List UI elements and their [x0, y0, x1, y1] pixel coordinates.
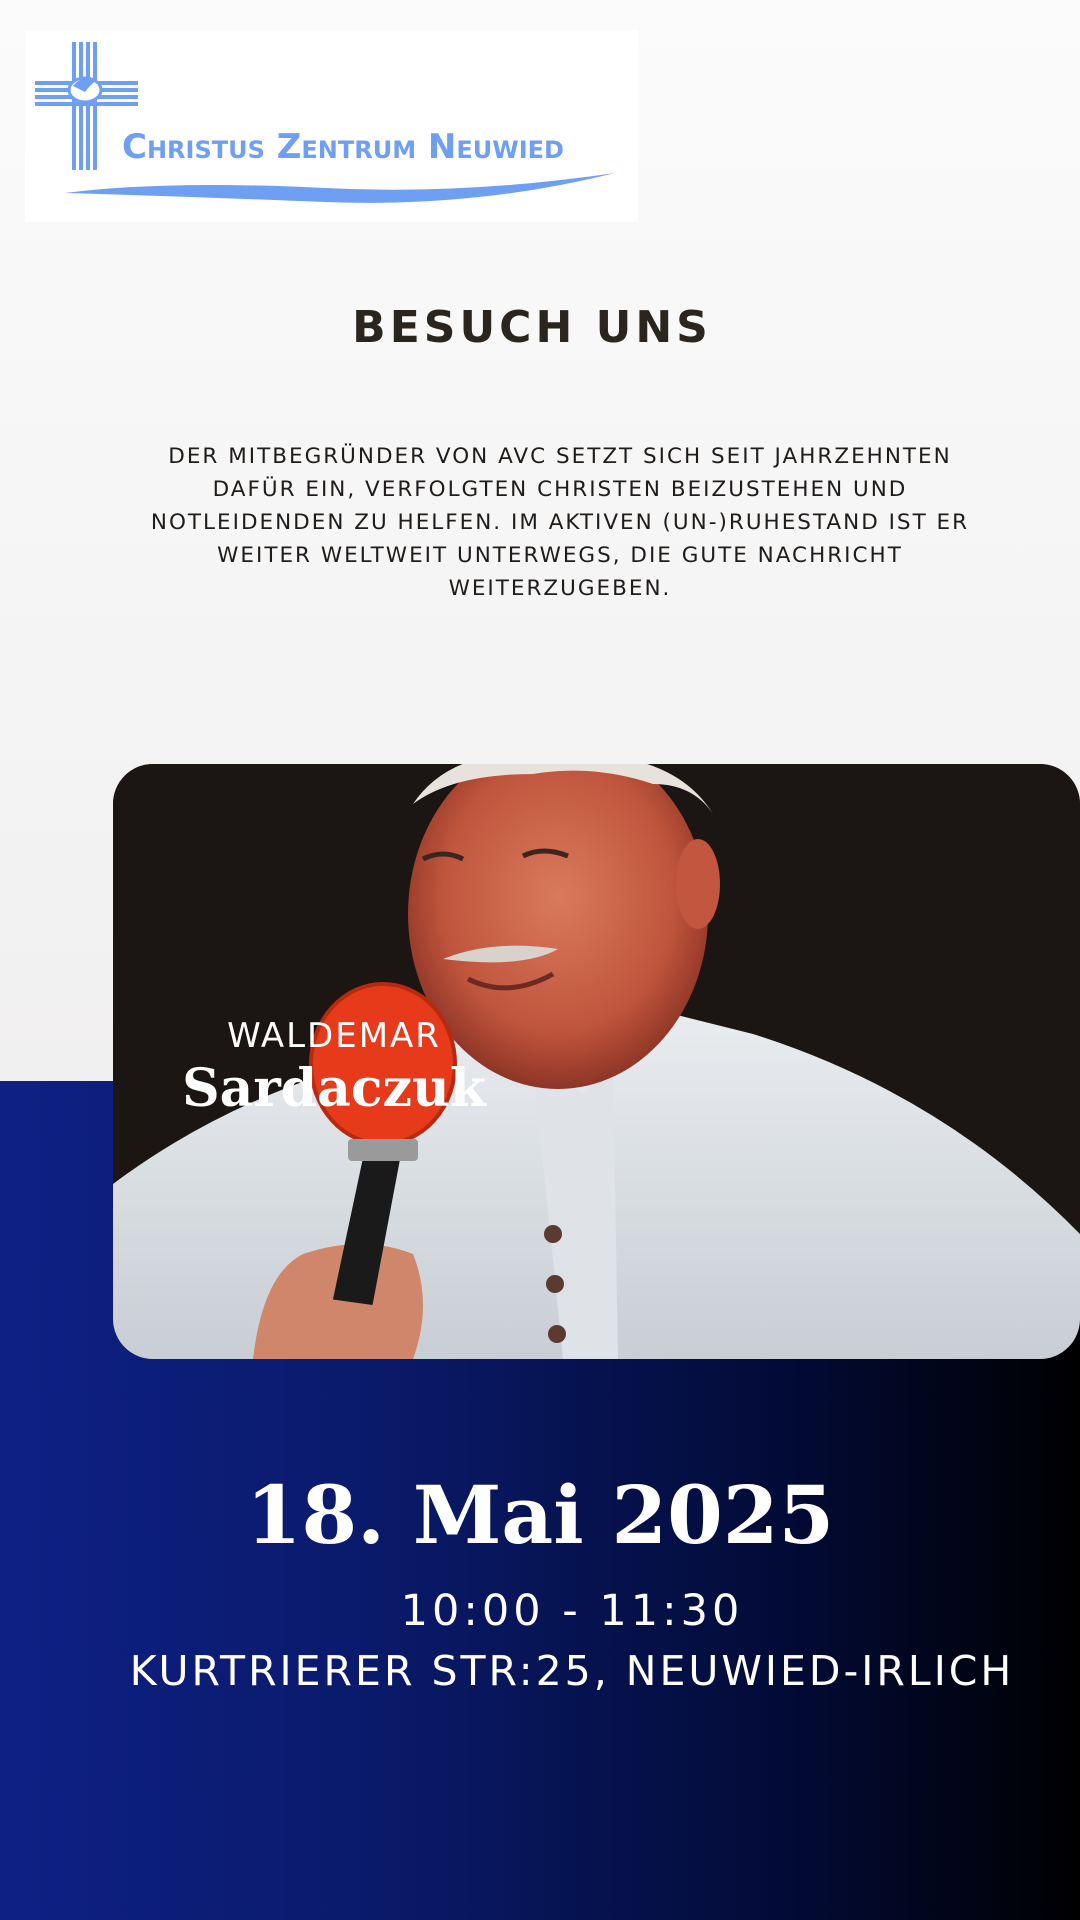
cross-dove-icon — [25, 30, 638, 222]
church-logo[interactable] — [25, 30, 638, 222]
event-date: 18. Mai 2025 — [245, 1468, 835, 1562]
intro-paragraph: DER MITBEGRÜNDER VON AVC SETZT SICH SEIT JAHRZEHNTEN DAFÜR EIN, VERFOLGTEN CHRISTEN BEIZUSTEHEN UND NOTLEIDENDEN ZU HELFEN. IM AKTIVEN (UN-)RUHESTAND IST ER WEITER WELTWEIT UNTERWEGS, DIE GUTE NACHRICHT WEITERZUGEBEN. — [150, 444, 970, 601]
speaker-first-name: WALDEMAR — [227, 1016, 441, 1056]
page-heading: BESUCH UNS — [352, 302, 712, 353]
speaker-last-name: Sardaczuk — [182, 1058, 486, 1119]
event-time: 10:00 - 11:30 — [400, 1586, 744, 1636]
logo-text: Christus Zentrum Neuwied — [122, 127, 564, 167]
event-address: KURTRIERER STR:25, NEUWIED-IRLICH — [129, 1647, 1015, 1695]
